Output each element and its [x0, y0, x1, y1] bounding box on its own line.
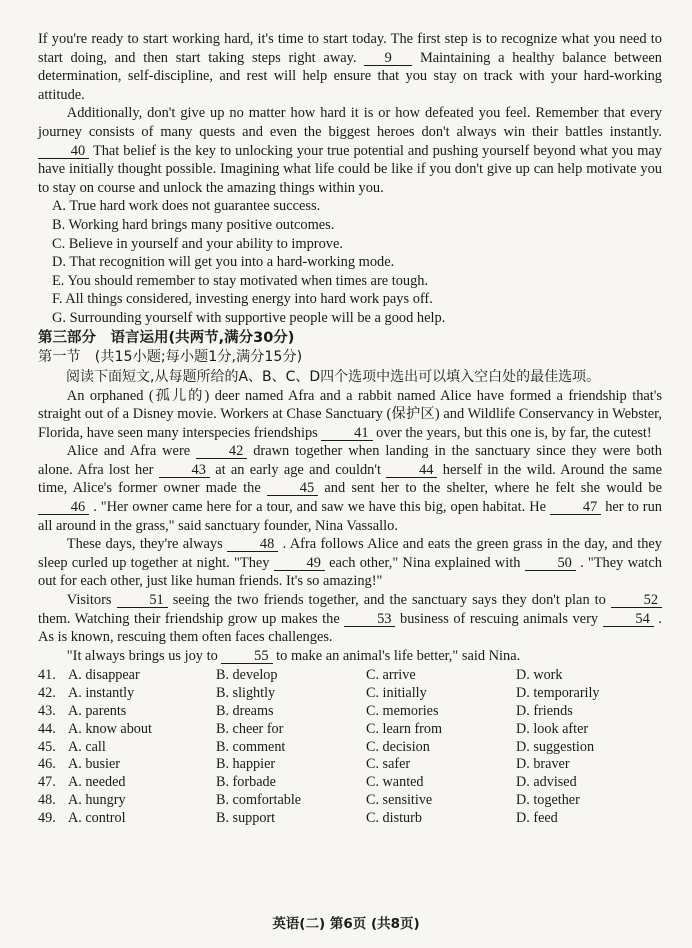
exam-page	[38, 30, 662, 828]
cloze-paragraph-5	[38, 647, 662, 666]
choice-d: D. advised	[516, 774, 577, 791]
choice-b: B. support	[216, 809, 276, 826]
choice-d: D. work	[516, 667, 563, 684]
section-3-instruction: 阅读下面短文,从每题所给的A、B、C、D四个选项中选出可以填入空白处的最佳选项。	[66, 368, 601, 385]
cloze-text: them. Watching their friendship grow up makes the	[38, 610, 340, 627]
cloze-text: . Afra follows Alice and eats the green grass in the day, and they sleep curled up together at night. "They	[38, 536, 662, 571]
option-b: B. Working hard brings many positive outcomes.	[52, 216, 335, 233]
choice-b: B. comment	[216, 738, 286, 755]
cloze-text: and sent her to the shelter, where he felt she would be	[324, 480, 662, 497]
choice-d: D. look after	[516, 720, 589, 737]
section-3-subtitle: 第一节 (共15小题;每小题1分,满分15分)	[38, 348, 303, 365]
question-number: 42.	[38, 685, 56, 702]
choice-a: A. instantly	[68, 685, 135, 702]
blank-51: 51	[117, 593, 168, 608]
option-a: A. True hard work does not guarantee success.	[52, 198, 321, 215]
cloze-text: over the years, but this one is, by far, the cutest!	[376, 424, 652, 441]
blank-53: 53	[344, 612, 395, 627]
question-row	[38, 739, 662, 757]
page-footer: 英语(二) 第6页 (共8页)	[272, 916, 420, 932]
choice-c: C. initially	[366, 685, 427, 702]
cloze-paragraph-4	[38, 591, 662, 647]
cloze-text: . "Her owner came here for a tour, and saw we have this big, open habitat. He	[93, 499, 547, 516]
option-f: F. All things considered, investing energy into hard work pays off.	[52, 291, 433, 308]
section-3-title: 第三部分 语言运用(共两节,满分30分)	[38, 329, 295, 346]
question-row	[38, 667, 662, 685]
question-number: 44.	[38, 720, 56, 737]
choice-b: B. forbade	[216, 774, 276, 791]
choice-a: A. know about	[68, 720, 152, 737]
cloze-paragraph-3	[38, 535, 662, 591]
choice-d: D. together	[516, 791, 580, 808]
choice-c: C. arrive	[366, 667, 416, 684]
question-number: 48.	[38, 791, 56, 808]
question-number: 47.	[38, 774, 56, 791]
cloze-text: drawn together when landing in the sanctuary since they were both alone. Afra lost her	[38, 443, 662, 478]
passage-paragraph-2	[38, 104, 662, 197]
choice-a: A. parents	[68, 703, 127, 719]
blank-47: 47	[550, 500, 601, 515]
blank-54: 54	[603, 612, 654, 627]
cloze-text: her to run all around in the grass," said sanctuary founder, Nina Vassallo.	[38, 499, 662, 534]
question-row	[38, 703, 662, 721]
p2-text-before: Additionally, don't give up no matter how hard it is or how defeated you feel. Remember that every journey consists of many quests and even the biggest heroes don't always win their battles instantly.	[38, 105, 662, 140]
choice-a: A. control	[68, 809, 126, 826]
choice-b: B. develop	[216, 667, 278, 684]
blank-52: 52	[611, 593, 662, 608]
cloze-text: seeing the two friends together, and the sanctuary says they don't plan to	[172, 592, 606, 609]
choice-c: C. disturb	[366, 809, 422, 826]
choice-b: B. slightly	[216, 685, 276, 702]
choice-a: A. needed	[68, 774, 126, 791]
choice-b: B. dreams	[216, 703, 274, 719]
blank-44: 44	[386, 463, 437, 478]
choice-a: A. call	[68, 738, 106, 755]
choice-d: D. friends	[516, 703, 573, 719]
blank-40: 40	[38, 144, 89, 159]
choice-c: C. learn from	[366, 720, 443, 737]
question-row	[38, 810, 662, 828]
option-g: G. Surrounding yourself with supportive people will be a good help.	[52, 309, 446, 326]
blank-43: 43	[159, 463, 210, 478]
question-number: 49.	[38, 809, 56, 826]
question-table	[38, 667, 662, 827]
cloze-text: These days, they're always	[66, 536, 223, 553]
choice-d: D. braver	[516, 756, 570, 773]
choice-d: D. temporarily	[516, 685, 600, 702]
question-row	[38, 774, 662, 792]
blank-45: 45	[267, 481, 318, 496]
question-row	[38, 685, 662, 703]
passage-paragraph-1	[38, 30, 662, 104]
question-number: 41.	[38, 667, 56, 684]
choice-b: B. cheer for	[216, 720, 284, 737]
choice-c: C. decision	[366, 738, 430, 755]
question-number: 46.	[38, 756, 56, 773]
choice-d: D. suggestion	[516, 738, 595, 755]
cloze-text: to make an animal's life better," said Nina.	[276, 647, 521, 664]
choice-a: A. busier	[68, 756, 121, 773]
cloze-paragraph-1	[38, 387, 662, 443]
blank-9: 9	[364, 51, 412, 66]
blank-50: 50	[525, 556, 576, 571]
choice-c: C. sensitive	[366, 791, 433, 808]
option-e: E. You should remember to stay motivated when times are tough.	[52, 272, 429, 289]
choice-a: A. disappear	[68, 667, 140, 684]
p2-text-after: That belief is the key to unlocking your true potential and pushing yourself beyond what you may have initially thought possible. Imagining what life could be like if you don't give up can help motivate you to stay on course and unlock the amazing things within you.	[38, 142, 663, 196]
cloze-text: herself in the wild. Around the same time, Alice's former owner made the	[38, 461, 662, 497]
choice-b: B. comfortable	[216, 791, 302, 808]
cloze-text: . As is known, rescuing them often faces challenges.	[38, 610, 662, 646]
question-row	[38, 792, 662, 810]
choice-c: C. safer	[366, 756, 411, 773]
blank-41: 41	[321, 426, 372, 441]
cloze-text: business of rescuing animals very	[400, 610, 599, 627]
cloze-paragraph-2	[38, 442, 662, 535]
option-list	[52, 197, 662, 327]
blank-42: 42	[196, 444, 247, 459]
cloze-text: "It always brings us joy to	[66, 647, 218, 664]
blank-48: 48	[227, 537, 278, 552]
cloze-text: An orphaned (孤儿的) deer named Afra and a rabbit named Alice have formed a friendship that's straight out of a Disney movie. Workers at Chase Sanctuary (保护区) and Wildlife Conservancy in Webster, Florida, have seen many interspecies friendships	[38, 387, 662, 441]
option-d: D. That recognition will get you into a hard-working mode.	[52, 254, 395, 271]
choice-d: D. feed	[516, 809, 558, 826]
cloze-text: . "They watch out for each other, just like human friends. It's so amazing!"	[38, 554, 662, 590]
cloze-text: each other," Nina explained with	[329, 554, 521, 571]
p1-text-before: If you're ready to start working hard, it's time to start today. The first step is to recognize what you need to start doing, and then start taking steps right away.	[38, 31, 662, 66]
option-c: C. Believe in yourself and your ability to improve.	[52, 235, 343, 252]
p1-text-after: Maintaining a healthy balance between determination, self-discipline, and rest will help ensure that you stay on track with your hard-working attitude.	[38, 49, 662, 103]
choice-c: C. wanted	[366, 774, 424, 791]
choice-a: A. hungry	[68, 791, 126, 808]
question-number: 45.	[38, 738, 56, 755]
question-number: 43.	[38, 703, 56, 719]
cloze-text: Alice and Afra were	[66, 443, 191, 460]
blank-55: 55	[221, 649, 272, 664]
blank-46: 46	[38, 500, 89, 515]
blank-49: 49	[274, 556, 325, 571]
cloze-text: at an early age and couldn't	[215, 461, 381, 478]
cloze-text: Visitors	[66, 592, 112, 609]
choice-b: B. happier	[216, 756, 276, 773]
choice-c: C. memories	[366, 703, 439, 719]
question-row	[38, 756, 662, 774]
question-row	[38, 721, 662, 739]
